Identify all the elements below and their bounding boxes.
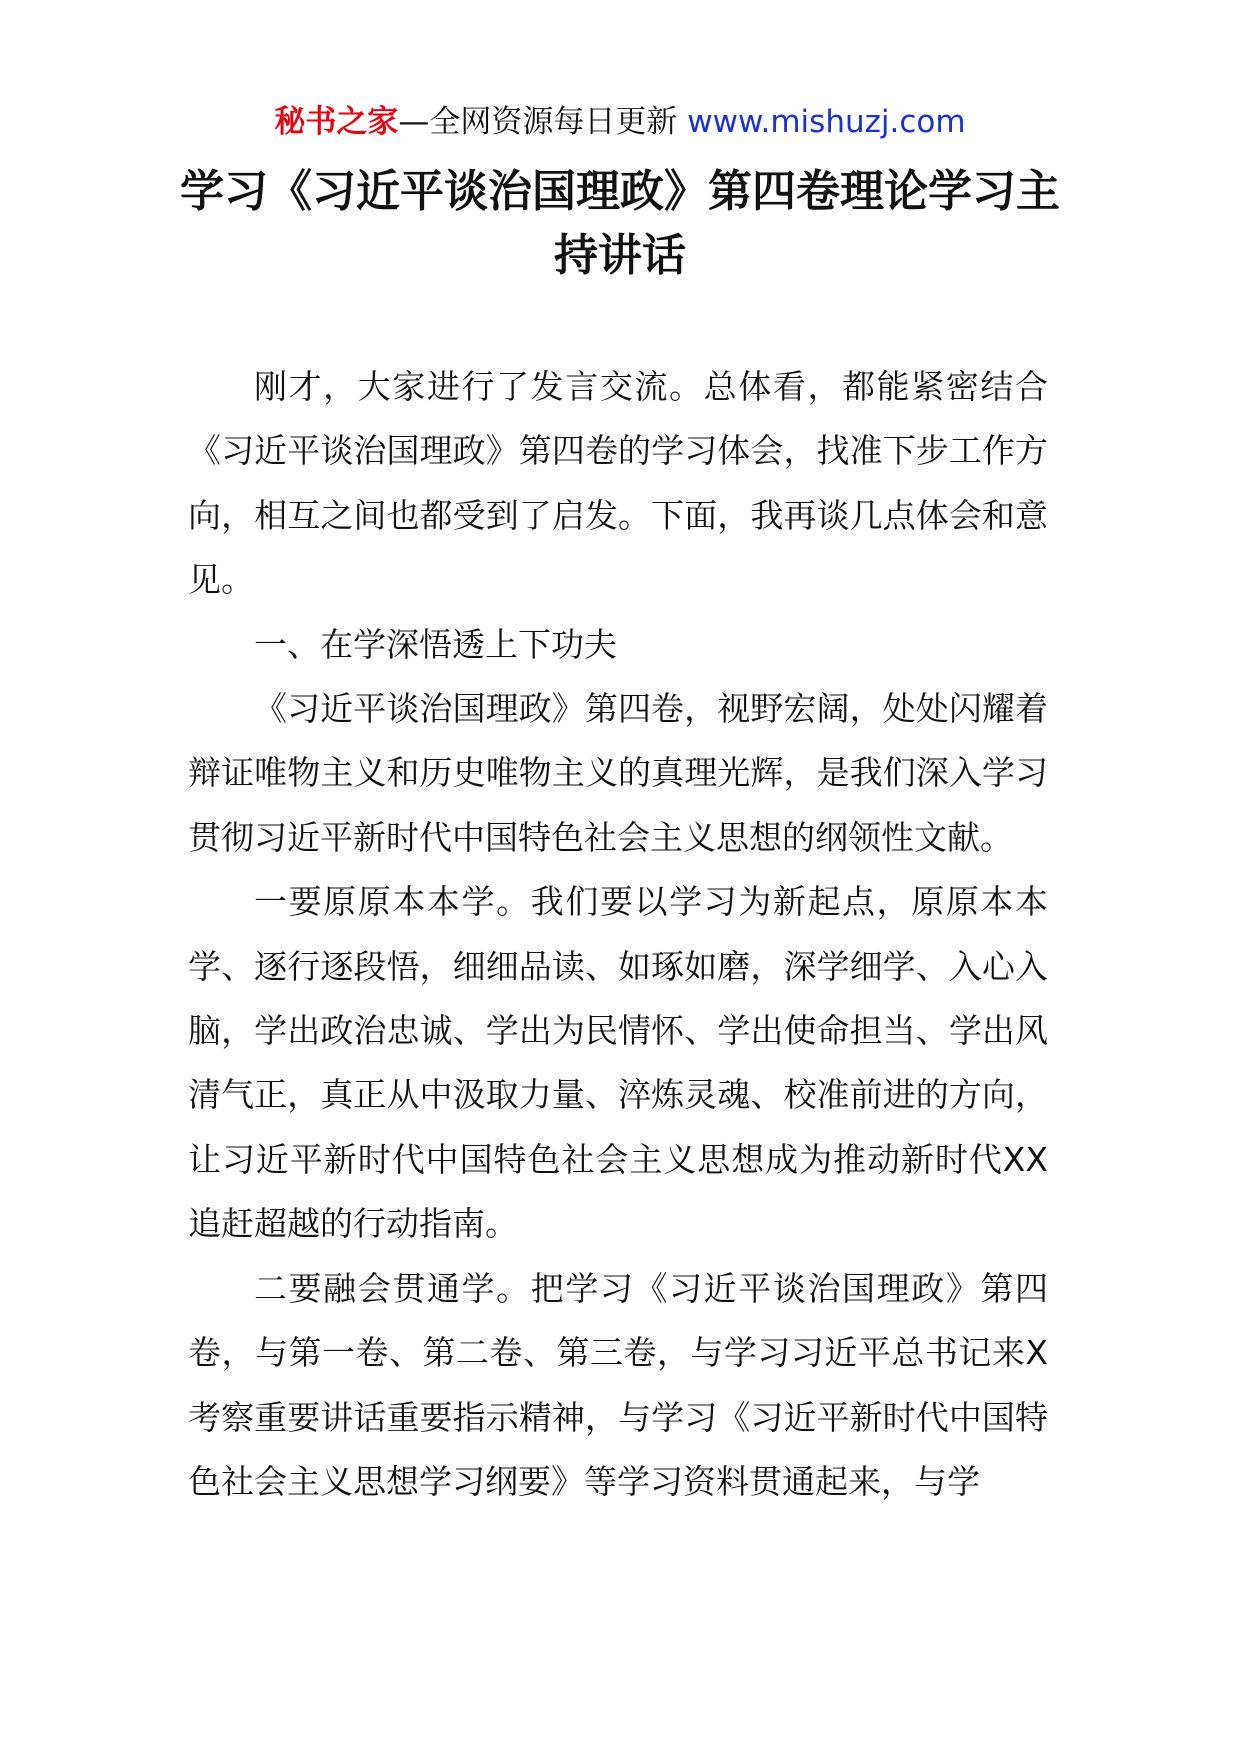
section-heading: 一、在学深悟透上下功夫 [254, 624, 617, 664]
site-brand: 秘书之家 [274, 104, 399, 140]
paragraph-point-one: 一要原原本本学。我们要以学习为新起点，原原本本学、逐行逐段悟，细细品读、如琢如磨，深学细学、入心入脑，学出政治忠诚、学出为民情怀、学出使命担当、学出风清气正，真正从中汲取力量、淬炼灵魂、校准前进的方向，让习近平新时代中国特色社会主义思想成为推动新时代XX追赶超越的行动指南。 [188, 882, 1048, 1244]
paragraph-point-two: 二要融会贯通学。把学习《习近平谈治国理政》第四卷，与第一卷、第二卷、第三卷，与学习习近平总书记来X考察重要讲话重要指示精神，与学习《习近平新时代中国特色社会主义思想学习纲要》等学习资料贯通起来，与学 [188, 1268, 1048, 1501]
site-header [0, 100, 1240, 144]
paragraph-intro: 刚才，大家进行了发言交流。总体看，都能紧密结合《习近平谈治国理政》第四卷的学习体会，找准下步工作方向，相互之间也都受到了启发。下面，我再谈几点体会和意见。 [188, 367, 1048, 600]
document-title: 学习《习近平谈治国理政》第四卷理论学习主持讲话 [180, 166, 1060, 281]
paragraph-volume-four: 《习近平谈治国理政》第四卷，视野宏阔，处处闪耀着辩证唯物主义和历史唯物主义的真理光辉，是我们深入学习贯彻习近平新时代中国特色社会主义思想的纲领性文献。 [188, 689, 1048, 857]
document-body [188, 355, 1048, 1514]
site-url-link[interactable]: www.mishuzj.com [687, 104, 966, 140]
site-tagline: —全网资源每日更新 [398, 104, 678, 140]
